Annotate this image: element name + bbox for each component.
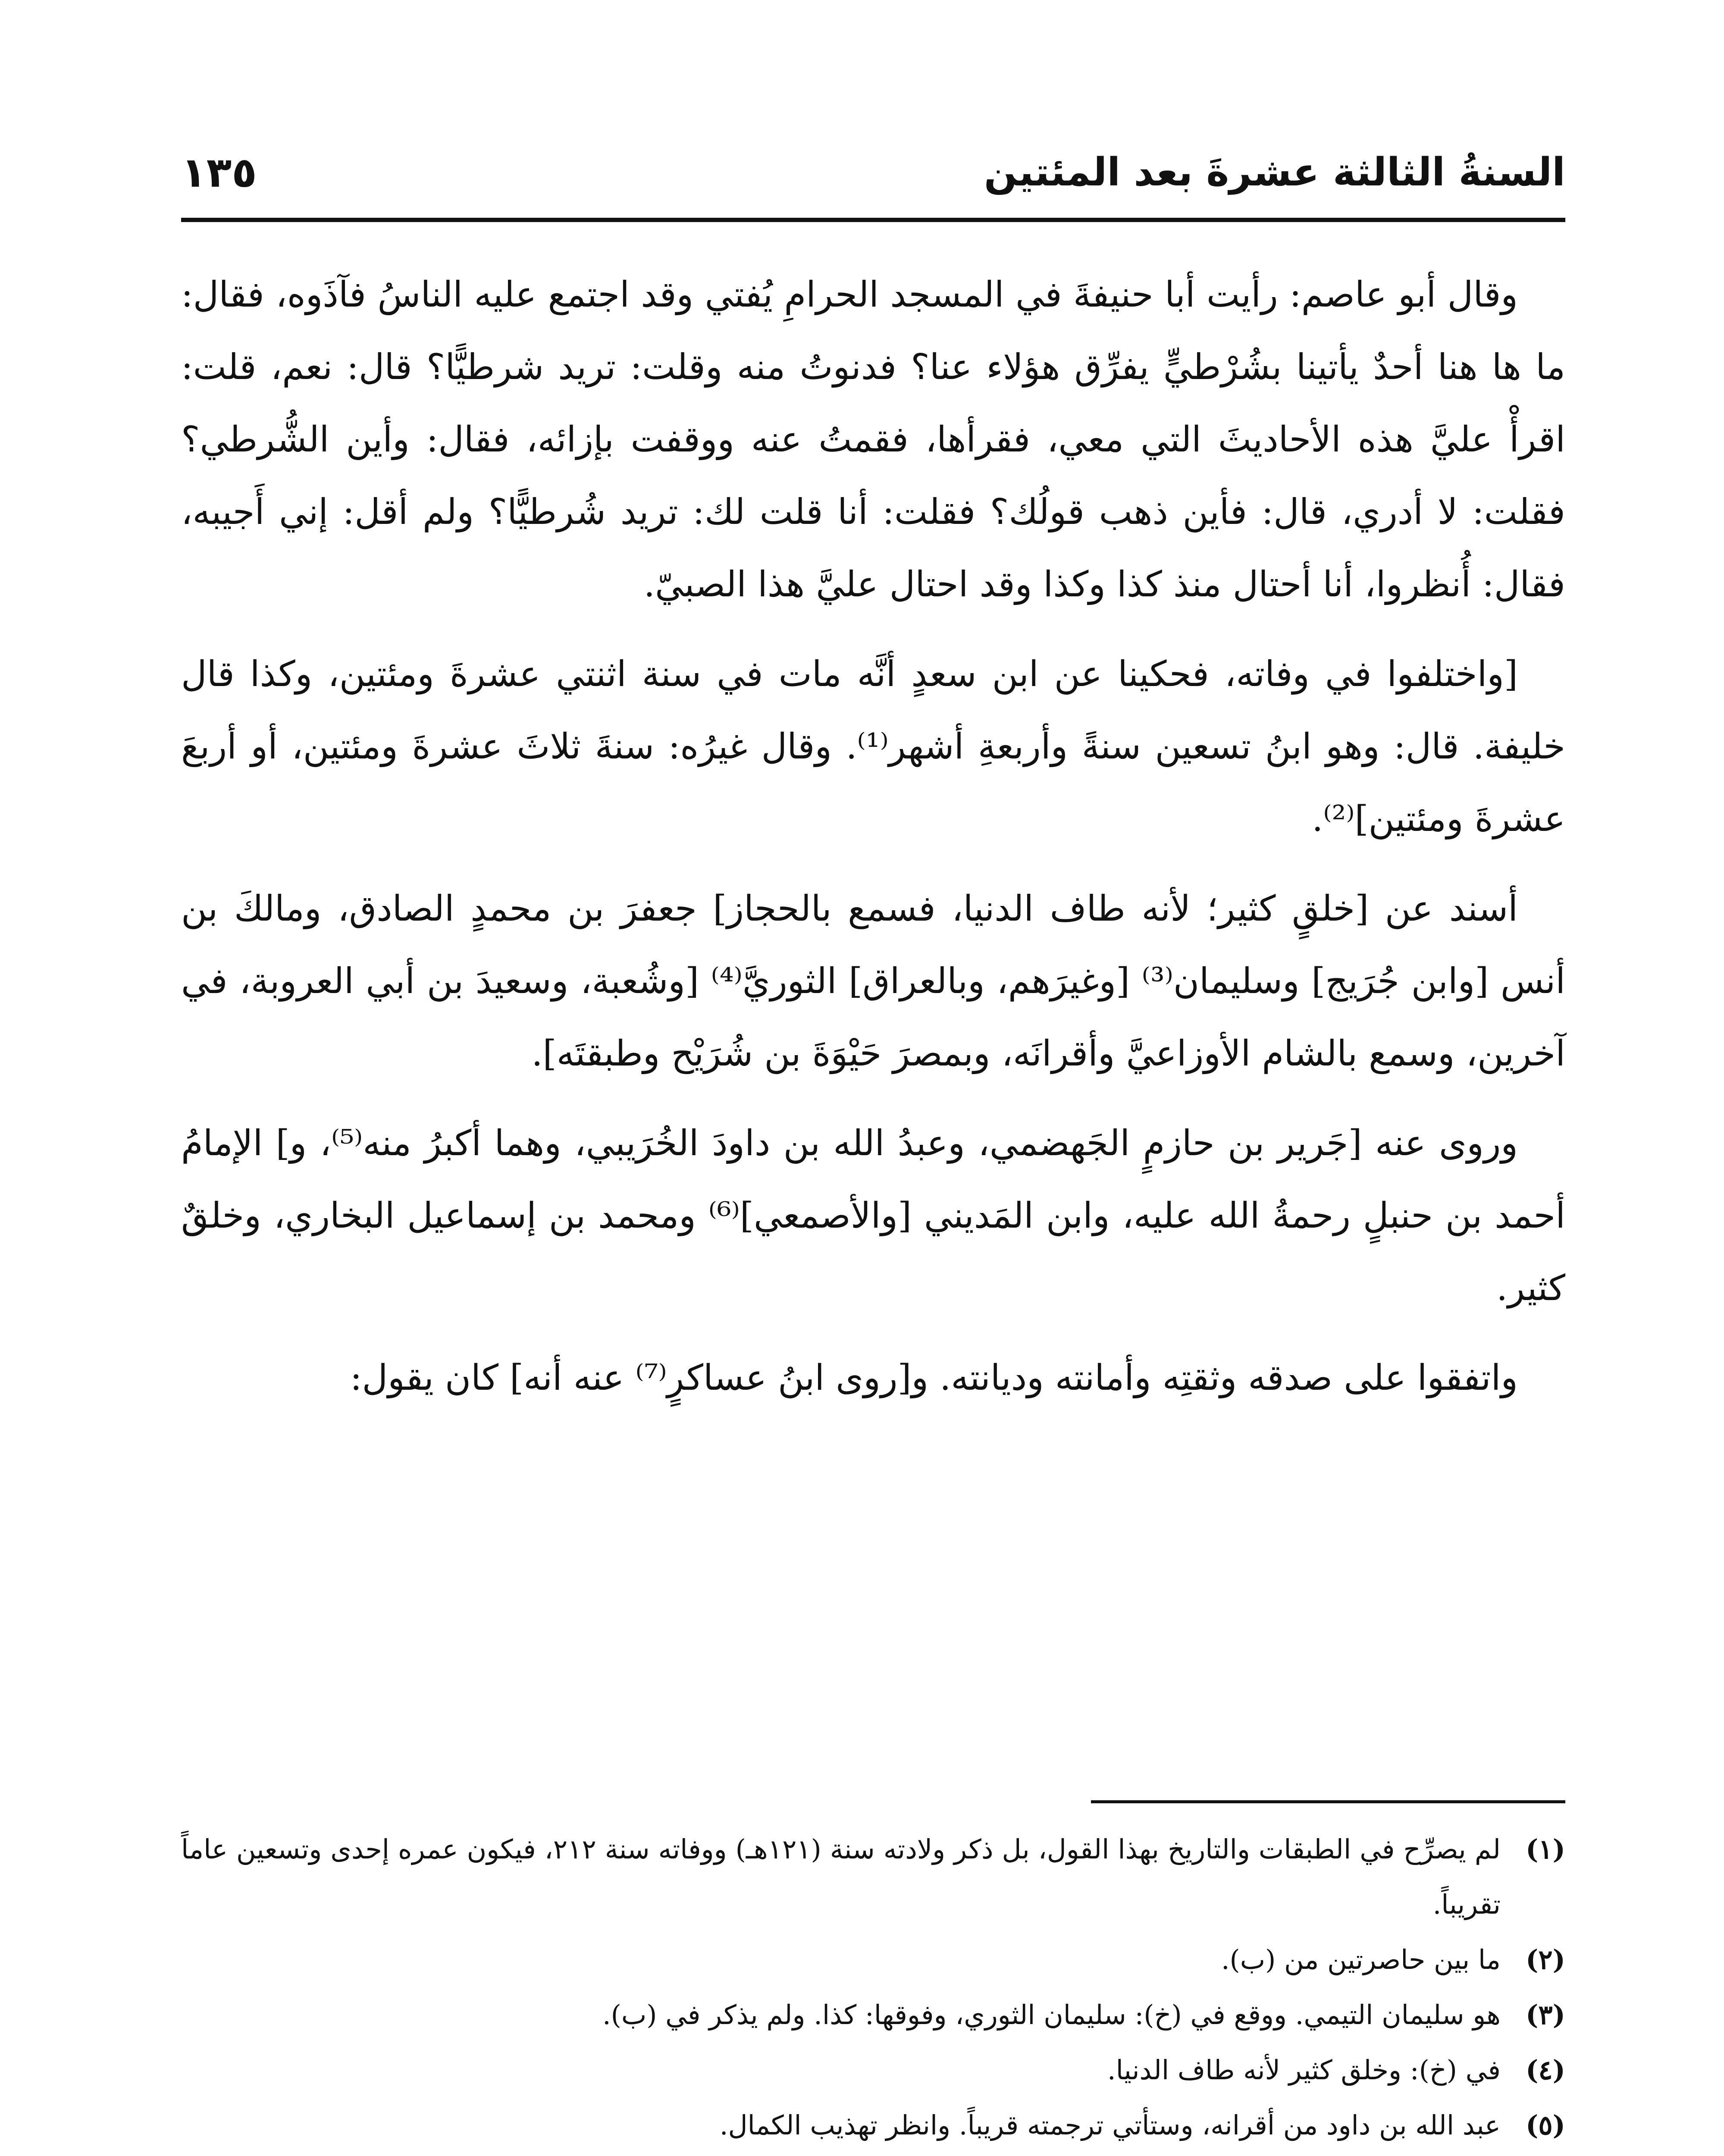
main-text: [181, 259, 1565, 1432]
paragraph: أسند عن [خلقٍ كثير؛ لأنه طاف الدنيا، فسمع بالحجاز] جعفرَ بن محمدٍ الصادق، ومالكَ بن أنس [وابن جُرَيج] وسليمان⁽³⁾ [وغيرَهم، وبالعراق] الثوريَّ⁽⁴⁾ [وشُعبة، وسعيدَ بن أبي العروبة، في آخرين، وسمع بالشام الأوزاعيَّ وأقرانَه، وبمصرَ حَيْوَةَ بن شُرَيْح وطبقتَه].: [181, 888, 1565, 1074]
paragraph: واتفقوا على صدقه وثقتِه وأمانته وديانته. و[روى ابنُ عساكرٍ⁽⁷⁾ عنه أنه] كان يقول:: [350, 1357, 1518, 1398]
running-title: السنةُ الثالثة عشرةَ بعد المئتين: [984, 150, 1565, 195]
footnote-item: [181, 2153, 1565, 2156]
footnote-number: (٢): [1526, 1944, 1565, 1975]
paragraph: وروى عنه [جَرير بن حازمٍ الجَهضمي، وعبدُ الله بن داودَ الخُرَيبي، وهما أكبرُ منه⁽⁵⁾، و] الإمامُ أحمد بن حنبلٍ رحمةُ الله عليه، وابن المَديني [والأصمعي]⁽⁶⁾ ومحمد بن إسماعيل البخاري، وخلقٌ كثير.: [181, 1123, 1565, 1309]
footnote-item: [181, 2098, 1565, 2153]
footnotes: [181, 1822, 1565, 2156]
footnote-text: في (خ): وخلق كثير لأنه طاف الدنيا.: [1107, 2054, 1501, 2086]
footnote-number: (٥): [1526, 2109, 1565, 2141]
footnote-number: (٣): [1526, 1999, 1565, 2031]
footnote-number: (٤): [1526, 2054, 1565, 2086]
page-header: [181, 134, 1565, 211]
footnote-text: عبد الله بن داود من أقرانه، وستأتي ترجمته قريباً. وانظر تهذيب الكمال.: [719, 2109, 1501, 2141]
footnote-item: [181, 1822, 1565, 1932]
paragraph: [واختلفوا في وفاته، فحكينا عن ابن سعدٍ أنَّه مات في سنة اثنتي عشرةَ ومئتين، وكذا قال خليفة. قال: وهو ابنُ تسعين سنةً وأربعةِ أشهر⁽¹⁾. وقال غيرُه: سنةَ ثلاثَ عشرةَ ومئتين، أو أربعَ عشرةَ ومئتين]⁽²⁾.: [181, 654, 1565, 840]
footnote-number: (١): [1526, 1833, 1565, 1865]
footnote-number: [1526, 2153, 1565, 2156]
footnote-text: ما بين حاصرتين من (ب).: [1221, 1944, 1501, 1975]
footnote-text: لم يصرِّح في الطبقات والتاريخ بهذا القول، بل ذكر ولادته سنة (١٢١هـ) ووفاته سنة ٢١٢، فيكون عمره إحدى وتسعين عاماً تقريباً.: [181, 1833, 1501, 1920]
footnote-divider: [1091, 1800, 1565, 1803]
footnote-text: هو سليمان التيمي. ووقع في (خ): سليمان الثوري، وفوقها: كذا. ولم يذكر في (ب).: [602, 1999, 1501, 2031]
page-number: ١٣٥: [181, 148, 257, 197]
paragraph: وقال أبو عاصم: رأيت أبا حنيفةَ في المسجد الحرامِ يُفتي وقد اجتمع عليه الناسُ فآذَوه، فقال: ما ها هنا أحدٌ يأتينا بشُرْطيٍّ يفرِّق هؤلاء عنا؟ فدنوتُ منه وقلت: تريد شرطيًّا؟ قال: نعم، قلت: اقرأْ عليَّ هذه الأحاديثَ التي معي، فقرأها، فقمتُ عنه ووقفت بإزائه، فقال: وأين الشُّرطي؟فقلت: لا أدري، قال: فأين ذهب قولُك؟ فقلت: أنا قلت لك: تريد شُرطيًّا؟ ولم أقل: إني أَجيبه، فقال: أُنظروا، أنا أحتال منذ كذا وكذا وقد احتال عليَّ هذا الصبيّ.: [181, 274, 1565, 605]
footnote-item: [181, 1987, 1565, 2043]
header-divider: [181, 218, 1565, 222]
footnote-item: [181, 2043, 1565, 2098]
footnote-item: [181, 1932, 1565, 1987]
